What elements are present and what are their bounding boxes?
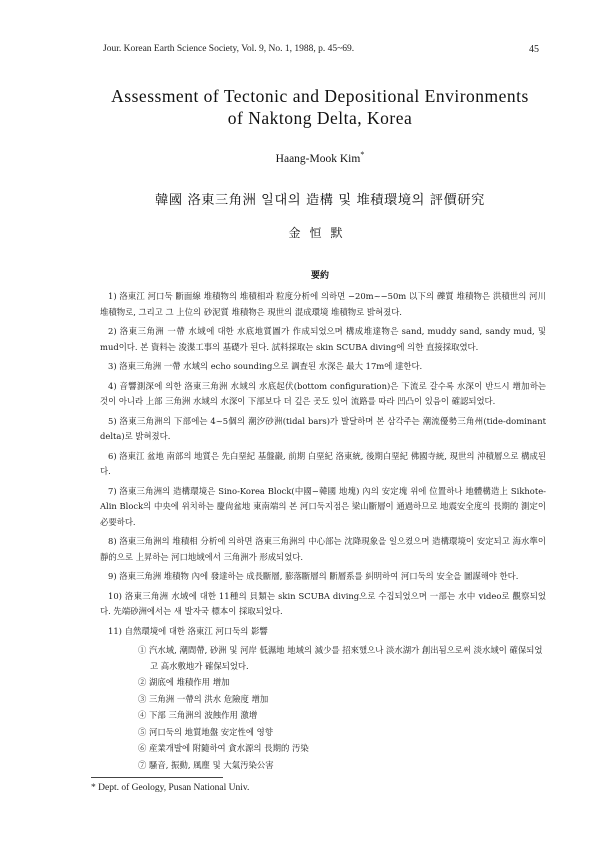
abstract-paragraph: 8) 洛東三角洲의 堆積相 分析에 의하면 洛東三角洲의 中心部는 沈降現象을 일으켰으며 造構環境이 安定되고 海水準이 靜的으로 上昇하는 河口地域에서 三角洲가 形成되었다. <box>100 536 546 562</box>
abstract-paragraph: 7) 洛東三角洲의 造構環境은 Sino-Korea Block(中國−韓國 地塊) 內의 安定塊 위에 位置하나 地體構造上 Sikhote-Alin Block의 中央에 위치하는 慶尙盆地 東南端의 본 河口둑지점은 梁山斷層이 通過하므로 地震安全度의 長期的 測定이 必要하다. <box>100 485 546 527</box>
author-name-text: Haang-Mook Kim <box>275 152 361 165</box>
running-head: Jour. Korean Earth Science Society, Vol. 9, No. 1, 1988, p. 45~69. <box>103 44 355 54</box>
impact-list-item: ③ 三角洲 一帶의 洪水 危險度 增加 <box>138 693 269 704</box>
abstract-body <box>100 289 546 774</box>
impact-list-item: ④ 下部 三角洲의 波蝕作用 激增 <box>138 710 258 720</box>
abstract-paragraph: 10) 洛東三角洲 水域에 대한 11種의 貝類는 skin SCUBA diving으로 수집되었으며 一部는 水中 video로 觀察되었다. 先端砂洲에서는 새 발자국 標本이 採取되었다. <box>100 590 546 616</box>
impact-list-item: ⑤ 河口둑의 地質地盤 安定性에 영향 <box>138 726 273 737</box>
impact-list-item: ⑥ 産業개발에 附隨하여 貪水源의 長期的 汚染 <box>138 743 309 753</box>
abstract-paragraph: 6) 洛東江 盆地 南部의 地質은 先白堊紀 基盤巖, 前期 白堊紀 洛東統, 後期白堊紀 佛國寺統, 現世의 沖積層으로 構成된다. <box>100 450 546 476</box>
footnote-divider <box>91 777 223 778</box>
page-number: 45 <box>529 44 539 55</box>
abstract-paragraph: 2) 洛東三角洲 一帶 水域에 대한 水底地質圖가 作成되었으며 構成堆達物은 sand, muddy sand, sandy mud, 및 mud이다. 본 資料는 浚渫工事의 基礎가 된다. 試料採取는 skin SCUBA diving에 의한 直接採取였다. <box>100 326 546 352</box>
korean-title: 韓國 洛東三角洲 일대의 造構 및 堆積環境의 評價研究 <box>155 193 485 208</box>
abstract-paragraph: 3) 洛東三角洲 一帶 水域의 echo sounding으로 調査된 水深은 最大 17m에 達한다. <box>108 361 423 371</box>
abstract-heading: 要約 <box>310 271 329 281</box>
footnote: * Dept. of Geology, Pusan National Univ. <box>91 783 250 793</box>
paper-title <box>90 85 550 129</box>
abstract-paragraph: 1) 洛東江 河口둑 斷面線 堆積物의 堆積相과 粒度分析에 의하면 −20m~−50m 以下의 礫質 堆積物은 洪積世의 河川堆積物로, 그리고 그 上位의 砂泥質 堆積物은 現世의 混成環境 堆積物로 밝혀졌다. <box>100 291 546 317</box>
impact-list-item: ① 汽水域, 潮間帶, 砂洲 및 河岸 低濕地 地域의 減少를 招來했으나 淡水湖가 創出됨으로써 淡水域이 確保되었고 高水敷地가 確保되었다. <box>138 645 543 671</box>
impact-list <box>100 643 546 773</box>
abstract-paragraph: 9) 洛東三角洲 堆積物 內에 發達하는 成長斷層, 膨落斷層의 斷層系를 糾明하여 河口둑의 安全을 圖謀해야 한다. <box>108 571 519 581</box>
abstract-paragraph: 5) 洛東三角洲의 下部에는 4~5個의 潮汐砂洲(tidal bars)가 발달하며 본 삼각주는 潮流優勢三角州(tide-dominant delta)로 밝혀졌다. <box>100 415 546 441</box>
paper-title-line-2: of Naktong Delta, Korea <box>227 108 413 128</box>
korean-author: 金恒默 <box>288 226 352 240</box>
impact-list-item: ② 湖底에 堆積作用 增加 <box>138 677 230 687</box>
abstract-paragraph: 11) 自然環境에 대한 洛東江 河口둑의 影響 <box>108 625 268 636</box>
author-name <box>90 150 550 165</box>
impact-list-item: ⑦ 騷音, 振動, 風塵 및 大氣汚染公害 <box>138 759 274 770</box>
paper-title-line-1: Assessment of Tectonic and Depositional Environments <box>111 86 529 106</box>
abstract-paragraph: 4) 音響測深에 의한 洛東三角洲 水域의 水底起伏(bottom configuration)은 下流로 갈수록 水深이 반드시 增加하는 것이 아니라 上部 三角洲 水域의 水深이 下部보다 더 깊은 곳도 있어 流路를 따라 凹凸이 있음이 確認되었다. <box>100 380 546 406</box>
author-footnote-mark: * <box>360 150 365 159</box>
